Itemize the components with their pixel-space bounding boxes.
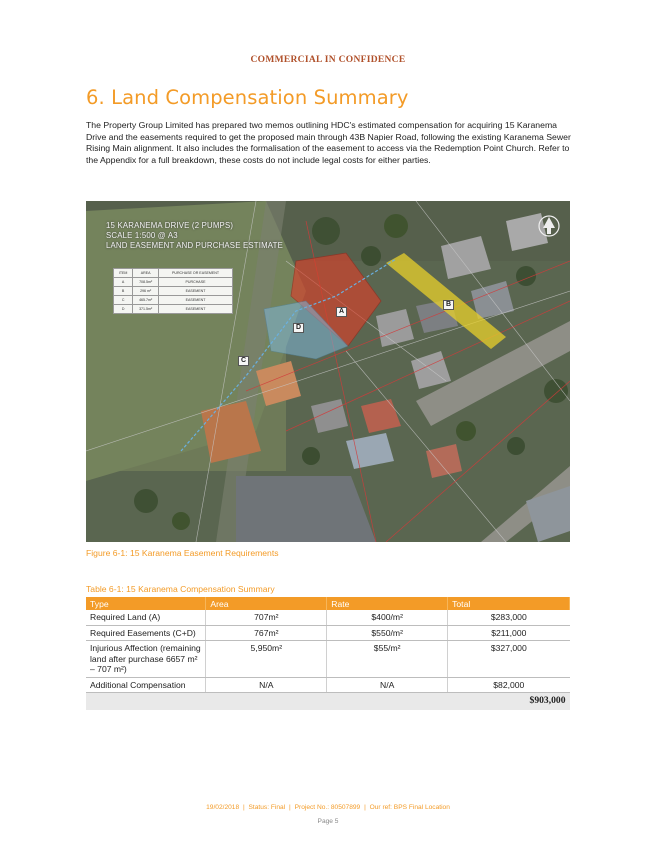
column-header-area: Area (206, 597, 327, 610)
legend-cell: 296 m² (133, 287, 159, 296)
legend-cell: 465.7m² (133, 296, 159, 305)
cell-total: $327,000 (448, 641, 570, 678)
cell-area: 707m² (206, 610, 327, 625)
legend-header: AREA (133, 269, 159, 278)
cell-rate: N/A (327, 677, 448, 693)
compensation-table (86, 597, 570, 710)
footer-status: Status: Final (248, 804, 286, 811)
map-label-c: C (238, 356, 249, 366)
section-title: 6. Land Compensation Summary (86, 86, 409, 109)
north-arrow-icon (538, 213, 560, 239)
legend-row (114, 287, 233, 296)
grand-total: $903,000 (86, 693, 570, 710)
cell-type: Additional Compensation (86, 677, 206, 693)
cell-total: $283,000 (448, 610, 570, 625)
column-header-rate: Rate (327, 597, 448, 610)
map-label-a: A (336, 307, 347, 317)
map-drawing (86, 201, 570, 542)
legend-cell: EASEMENT (159, 305, 233, 314)
table-row (86, 641, 570, 678)
legend-cell: A (114, 278, 133, 287)
cell-rate: $400/m² (327, 610, 448, 625)
cell-type: Injurious Affection (remaining land after purchase 6657 m² – 707 m²) (86, 641, 206, 678)
site-aerial-map (86, 201, 570, 542)
cell-type: Required Easements (C+D) (86, 625, 206, 641)
legend-row (114, 305, 233, 314)
total-row (86, 693, 570, 710)
legend-cell: 371.5m² (133, 305, 159, 314)
footer-separator: | (242, 804, 245, 811)
footer-separator: | (289, 804, 291, 811)
legend-cell: B (114, 287, 133, 296)
map-legend-table (113, 268, 233, 314)
legend-cell: C (114, 296, 133, 305)
page-number: Page 5 (317, 818, 339, 825)
table-row (86, 610, 570, 625)
cell-area: 5,950m² (206, 641, 327, 678)
cell-area: 767m² (206, 625, 327, 641)
table-row (86, 625, 570, 641)
footer-project: Project No.: 80507899 (294, 804, 361, 811)
column-header-type: Type (86, 597, 206, 610)
legend-header-row (114, 269, 233, 278)
table-row (86, 677, 570, 693)
page-footer (0, 804, 656, 811)
map-label-d: D (293, 323, 304, 333)
legend-cell: EASEMENT (159, 296, 233, 305)
footer-separator: | (364, 804, 366, 811)
footer-ref: Our ref: BPS Final Location (369, 804, 450, 811)
intro-paragraph: The Property Group Limited has prepared two memos outlining HDC's estimated compensation for acquiring 15 Karanema Drive and the easements required to get the proposed main through 43B Napier Road, following the existing Karanema Sewer Rising Main alignment. It also includes the formalisation of the easement to access via the Redemption Point Church. Refer to the Appendix for a full breakdown, these costs do not include legal costs for either parties. (86, 120, 571, 165)
map-title-line: SCALE 1:500 @ A3 (106, 231, 178, 240)
legend-row (114, 278, 233, 287)
map-title-line: 15 KARANEMA DRIVE (2 PUMPS) (106, 221, 234, 230)
table-caption: Table 6-1: 15 Karanema Compensation Summary (86, 584, 275, 594)
legend-cell: PURCHASE (159, 278, 233, 287)
cell-type: Required Land (A) (86, 610, 206, 625)
cell-rate: $550/m² (327, 625, 448, 641)
legend-header: PURCHASE OR EASEMENT (159, 269, 233, 278)
legend-cell: 708.5m² (133, 278, 159, 287)
cell-area: N/A (206, 677, 327, 693)
cell-rate: $55/m² (327, 641, 448, 678)
cell-total: $211,000 (448, 625, 570, 641)
table-header-row (86, 597, 570, 610)
confidential-header: COMMERCIAL IN CONFIDENCE (250, 55, 406, 65)
map-label-b: B (443, 300, 454, 310)
legend-row (114, 296, 233, 305)
cell-total: $82,000 (448, 677, 570, 693)
footer-date: 19/02/2018 (206, 804, 240, 811)
legend-cell: D (114, 305, 133, 314)
map-title (106, 221, 283, 251)
legend-header: ITEM (114, 269, 133, 278)
legend-cell: EASEMENT (159, 287, 233, 296)
column-header-total: Total (448, 597, 570, 610)
figure-caption: Figure 6-1: 15 Karanema Easement Requirements (86, 548, 279, 558)
map-title-line: LAND EASEMENT AND PURCHASE ESTIMATE (106, 241, 283, 250)
